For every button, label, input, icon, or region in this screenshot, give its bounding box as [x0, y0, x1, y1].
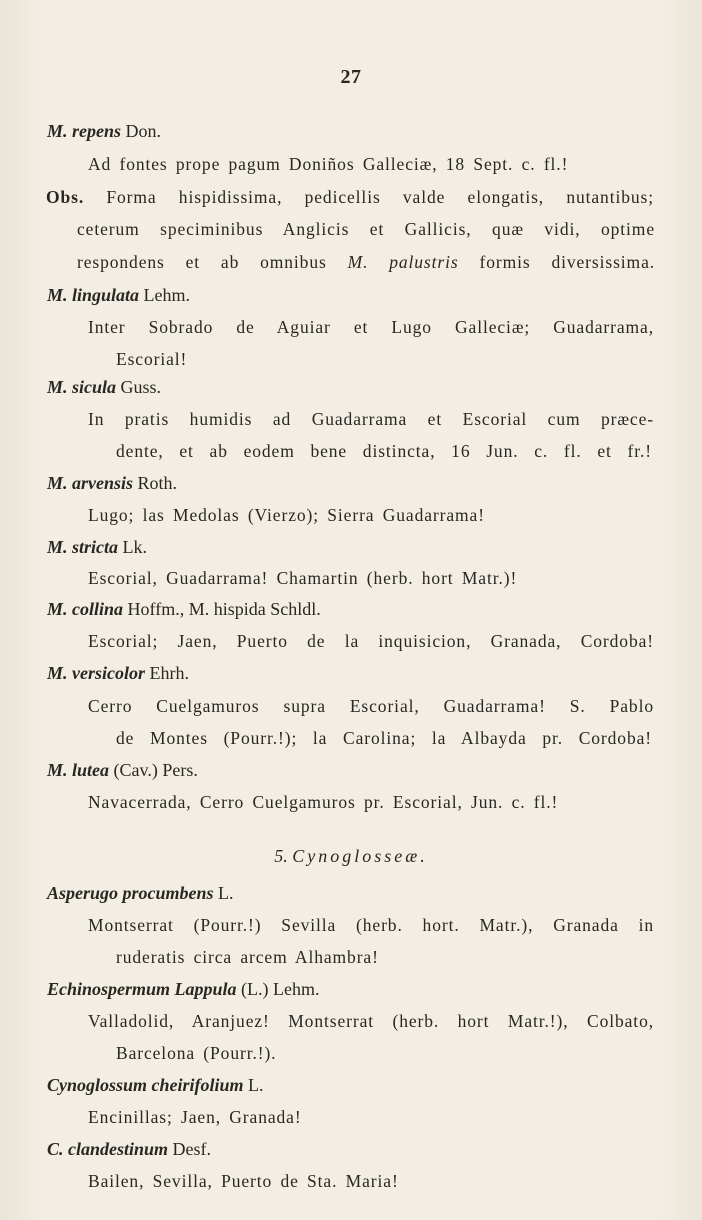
locality-line: dente, et ab eodem bene distincta, 16 Jun. c. fl. et fr.! — [116, 441, 652, 461]
section-title: Cynoglosseæ. — [292, 846, 428, 866]
observation-line — [46, 186, 654, 208]
species-author: Lk. — [122, 537, 148, 557]
species-author: Desf. — [172, 1139, 212, 1159]
genus-abbrev: M. — [47, 121, 68, 141]
obs-text: formis diversissima. — [479, 252, 656, 272]
species-author: Ehrh. — [149, 663, 189, 683]
locality-line: ruderatis circa arcem Alhambra! — [116, 947, 379, 967]
locality-line: de Montes (Pourr.!); la Carolina; la Albayda pr. Cordoba! — [116, 728, 652, 748]
species-heading — [47, 120, 161, 142]
species-author: Roth. — [137, 473, 178, 493]
genus-abbrev: M. — [47, 599, 68, 619]
species-heading — [47, 978, 320, 1000]
species-name: Asperugo procumbens — [47, 883, 214, 903]
species-name: Cynoglossum cheirifolium — [47, 1075, 244, 1095]
locality-line: Lugo; las Medolas (Vierzo); Sierra Guadarrama! — [88, 505, 485, 525]
locality-line: Escorial! — [116, 349, 188, 369]
locality-line: In pratis humidis ad Guadarrama et Escorial cum præce- — [88, 409, 654, 429]
species-heading — [47, 598, 321, 620]
species-heading — [47, 759, 198, 781]
observation-line: ceterum speciminibus Anglicis et Gallicis, quæ vidi, optime — [77, 219, 655, 239]
species-heading — [47, 1074, 264, 1096]
locality-line: Encinillas; Jaen, Granada! — [88, 1107, 302, 1127]
obs-text: respondens et ab omnibus — [77, 252, 327, 272]
species-author: (Cav.) Pers. — [113, 760, 198, 780]
species-heading — [47, 284, 190, 306]
locality-line: Bailen, Sevilla, Puerto de Sta. Maria! — [88, 1171, 399, 1191]
genus-abbrev: M. — [47, 663, 68, 683]
species-name: lingulata — [72, 285, 140, 305]
locality-line: Escorial; Jaen, Puerto de la inquisicion, Granada, Cordoba! — [88, 631, 654, 651]
observation-line — [77, 251, 655, 273]
locality-line: Montserrat (Pourr.!) Sevilla (herb. hort. Matr.), Granada in — [88, 915, 654, 935]
species-author: L. — [218, 883, 234, 903]
genus-abbrev: M. — [47, 760, 68, 780]
genus-abbrev: M. — [47, 377, 68, 397]
species-heading — [47, 882, 234, 904]
section-number: 5. — [274, 846, 288, 866]
genus-abbrev: M. — [47, 537, 68, 557]
genus-abbrev: M. — [47, 285, 68, 305]
species-author: L. — [248, 1075, 264, 1095]
species-name: stricta — [72, 537, 119, 557]
section-heading — [0, 845, 702, 867]
locality-line: Ad fontes prope pagum Doniños Galleciæ, 18 Sept. c. fl.! — [88, 154, 569, 174]
species-heading — [47, 1138, 211, 1160]
genus-abbrev: M. — [47, 473, 68, 493]
species-name: C. clandestinum — [47, 1139, 169, 1159]
obs-label: Obs. — [46, 187, 85, 207]
species-name: repens — [72, 121, 122, 141]
species-name: versicolor — [72, 663, 145, 683]
species-author: Hoffm., M. hispida Schldl. — [127, 599, 321, 619]
locality-line: Navacerrada, Cerro Cuelgamuros pr. Escorial, Jun. c. fl.! — [88, 792, 559, 812]
locality-line: Valladolid, Aranjuez! Montserrat (herb. hort Matr.!), Colbato, — [88, 1011, 654, 1031]
species-name: collina — [72, 599, 124, 619]
species-name: lutea — [72, 760, 110, 780]
species-author: Don. — [125, 121, 162, 141]
species-author: (L.) Lehm. — [241, 979, 320, 999]
species-author: Lehm. — [143, 285, 191, 305]
locality-line: Inter Sobrado de Aguiar et Lugo Galleciæ; Guadarrama, — [88, 317, 654, 337]
locality-line: Escorial, Guadarrama! Chamartin (herb. hort Matr.)! — [88, 568, 518, 588]
obs-text: Forma hispidissima, pedicellis valde elongatis, nutantibus; — [106, 187, 654, 207]
species-author: Guss. — [120, 377, 162, 397]
species-reference: M. palustris — [347, 252, 459, 272]
species-heading — [47, 662, 189, 684]
species-name: arvensis — [72, 473, 134, 493]
species-heading — [47, 536, 147, 558]
species-name: Echinospermum Lappula — [47, 979, 237, 999]
page-number: 27 — [340, 66, 362, 88]
locality-line: Barcelona (Pourr.!). — [116, 1043, 277, 1063]
species-heading — [47, 376, 161, 398]
locality-line: Cerro Cuelgamuros supra Escorial, Guadarrama! S. Pablo — [88, 696, 654, 716]
species-heading — [47, 472, 177, 494]
species-name: sicula — [72, 377, 117, 397]
